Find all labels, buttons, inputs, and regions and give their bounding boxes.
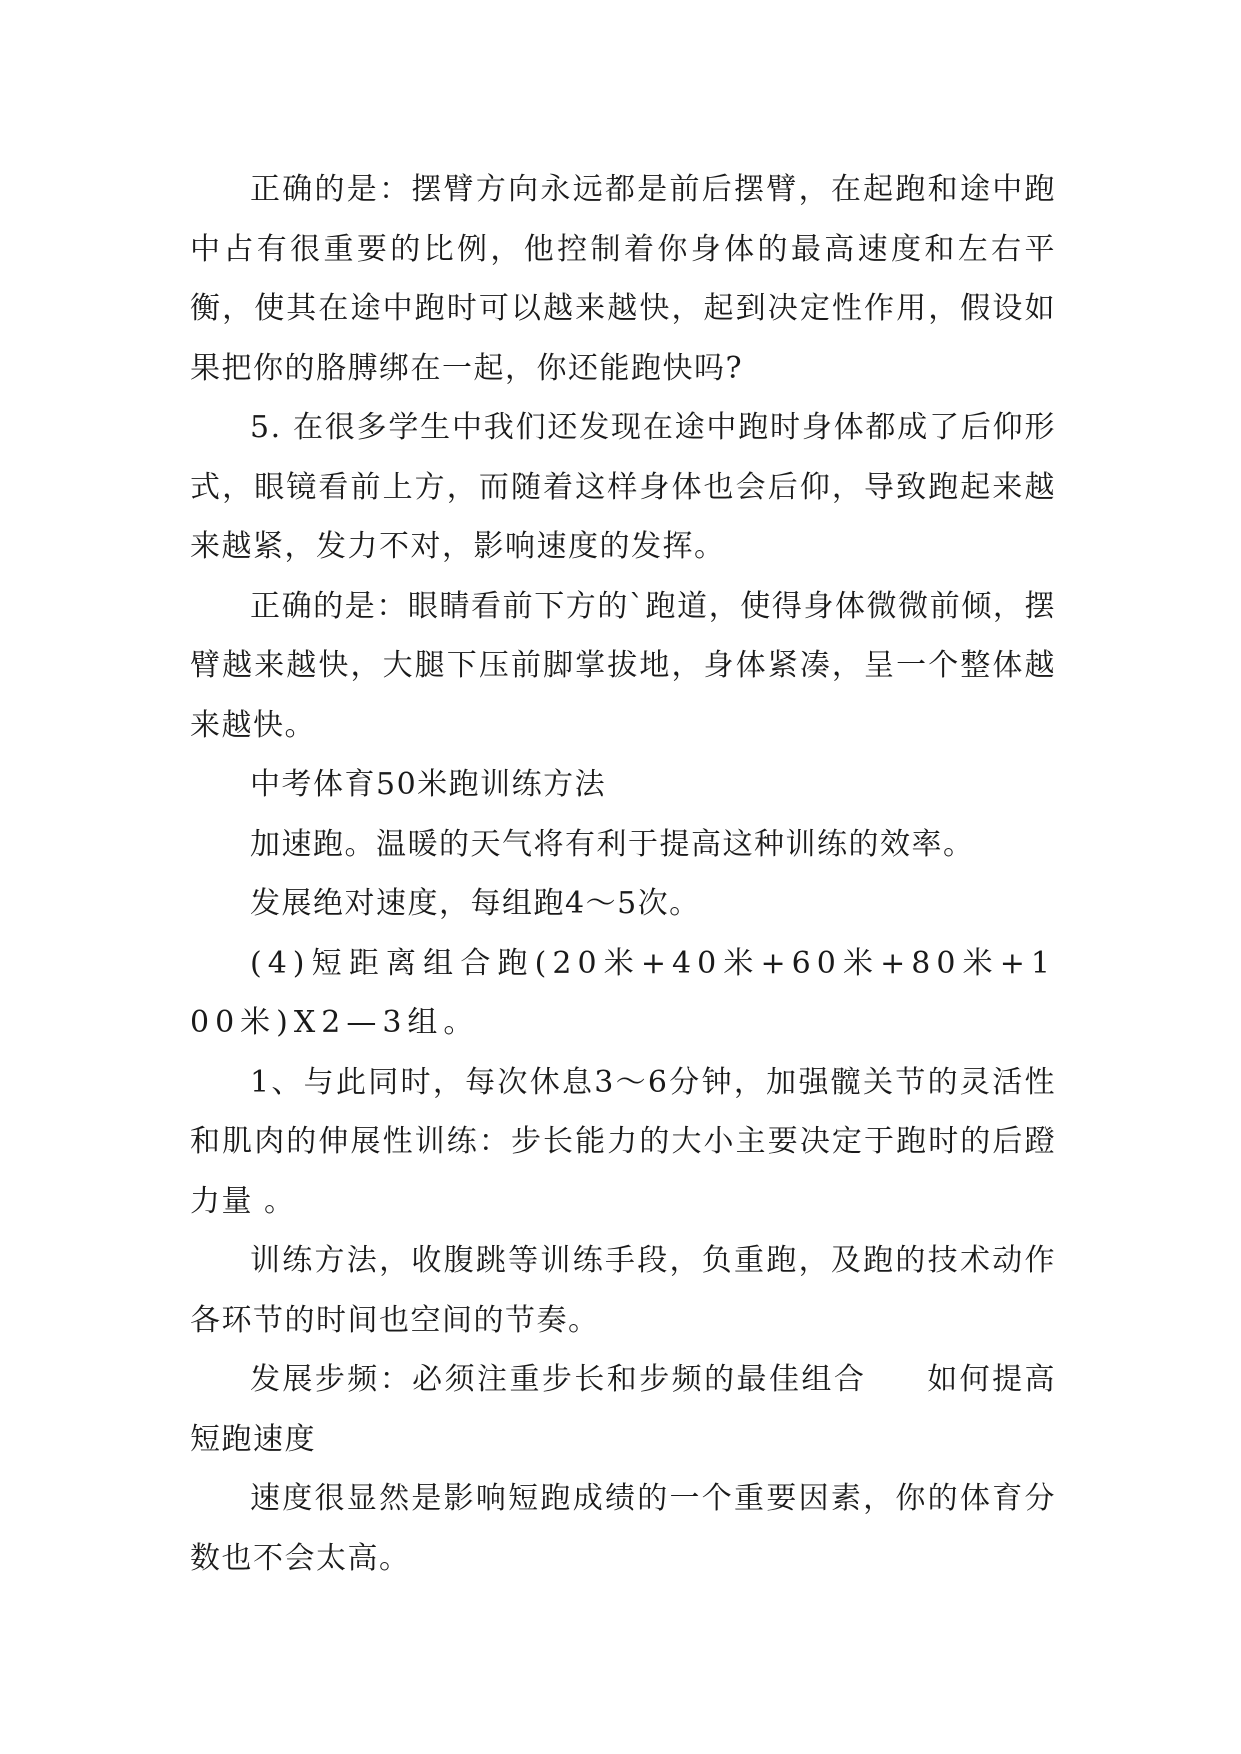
paragraph-rest-and-flexibility: 1、与此同时，每次休息3～6分钟，加强髋关节的灵活性和肌肉的伸展性训练：步长能力的大小主要决定于跑时的后蹬力量 。 <box>190 1064 1056 1219</box>
paragraph-absolute-speed: 发展绝对速度，每组跑4～5次。 <box>250 886 701 921</box>
paragraph-combination-run: (4)短距离组合跑(20米+40米+60米+80米+100米)X2—3组。 <box>190 945 1056 1040</box>
document-body <box>190 160 1056 1588</box>
improve-speed-heading: 如何提高短跑速度 <box>190 1362 1057 1457</box>
paragraph-stride-frequency <box>190 1350 1056 1469</box>
paragraph-posture-correct: 正确的是：眼睛看前下方的`跑道，使得身体微微前倾，摆臂越来越快，大腿下压前脚掌拔地，身体紧凑，呈一个整体越来越快。 <box>190 588 1056 743</box>
stride-frequency-text: 发展步频：必须注重步长和步频的最佳组合 <box>250 1362 867 1397</box>
paragraph-arm-swing: 正确的是：摆臂方向永远都是前后摆臂，在起跑和途中跑中占有很重要的比例，他控制着你身体的最高速度和左右平衡，使其在途中跑时可以越来越快，起到决定性作用，假设如果把你的胳膊绑在一起，你还能跑快吗? <box>190 172 1056 386</box>
paragraph-training-methods: 训练方法，收腹跳等训练手段，负重跑，及跑的技术动作各环节的时间也空间的节奏。 <box>190 1243 1056 1338</box>
paragraph-speed-importance: 速度很显然是影响短跑成绩的一个重要因素，你的体育分数也不会太高。 <box>190 1481 1056 1576</box>
paragraph-acceleration-run: 加速跑。温暖的天气将有利于提高这种训练的效率。 <box>250 826 975 862</box>
paragraph-posture-problem: 5. 在很多学生中我们还发现在途中跑时身体都成了后仰形式，眼镜看前上方，而随着这样身体也会后仰，导致跑起来越来越紧，发力不对，影响速度的发挥。 <box>190 410 1056 564</box>
section-heading-50m-training: 中考体育50米跑训练方法 <box>250 767 607 802</box>
